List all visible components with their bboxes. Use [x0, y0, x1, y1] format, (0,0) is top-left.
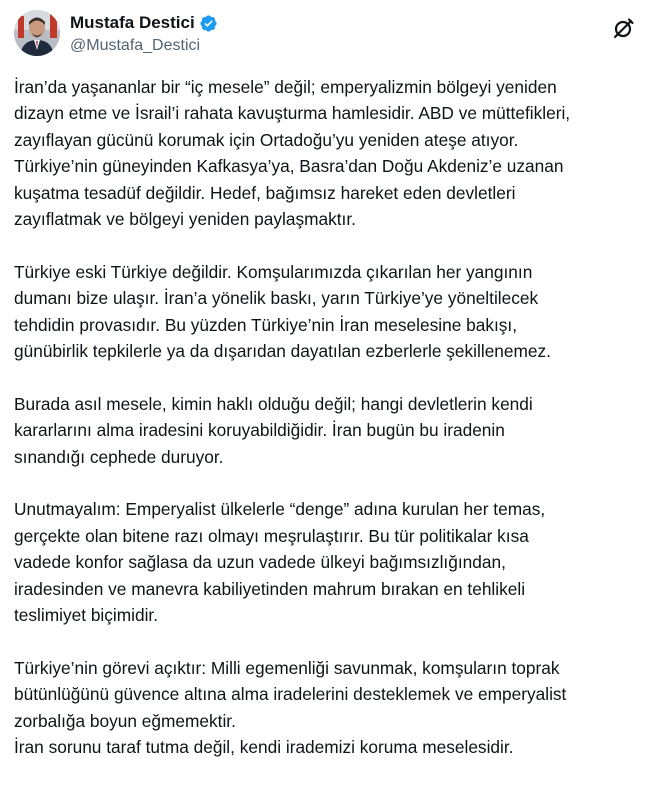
text-line: vadede konfor sağlasa da uzun vadede ülkeyi bağımsızlığından,: [14, 552, 506, 573]
text-line: dumanı bize ulaşır. İran’a yönelik baskı, yarın Türkiye’ye yöneltilecek: [14, 288, 539, 309]
text-line: kararlarını alma iradesini koruyabildiğidir. İran bugün bu iradenin: [14, 420, 505, 441]
paragraph-4: [14, 496, 664, 628]
avatar-image: [14, 10, 60, 56]
avatar[interactable]: [14, 10, 60, 56]
text-line: Türkiye’nin güneyinden Kafkasya’ya, Basra’dan Doğu Akdeniz’e uzanan: [14, 156, 564, 177]
author-names: [70, 12, 218, 57]
text-line: sınandığı cephede duruyor.: [14, 446, 224, 467]
paragraph-2: [14, 259, 664, 365]
paragraph-5: [14, 655, 664, 761]
text-line: Türkiye eski Türkiye değildir. Komşularımızda çıkarılan her yangının: [14, 261, 533, 282]
text-line: İran sorunu taraf tutma değil, kendi irademizi koruma meselesidir.: [14, 737, 514, 758]
text-line: teslimiyet biçimidir.: [14, 605, 159, 626]
paragraph-gap: [14, 470, 664, 496]
tweet-header: [14, 10, 656, 60]
author-handle[interactable]: @Mustafa_Destici: [70, 37, 201, 54]
text-line: Unutmayalım: Emperyalist ülkelerle “denge” adına kurulan her temas,: [14, 499, 546, 520]
display-name[interactable]: Mustafa Destici: [70, 13, 195, 32]
text-line: gerçekte olan bitene razı olmayı meşrulaştırır. Bu tür politikalar kısa: [14, 525, 529, 546]
text-line: iradesinden ve manevra kabiliyetinden mahrum bırakan en tehlikeli: [14, 578, 526, 599]
text-line: zayıflayan gücünü korumak için Ortadoğu’yu yeniden ateşe atıyor.: [14, 129, 519, 150]
text-line: Burada asıl mesele, kimin haklı olduğu değil; hangi devletlerin kendi: [14, 393, 533, 414]
text-line: tehdidin provasıdır. Bu yüzden Türkiye’nin İran meselesine bakışı,: [14, 314, 518, 335]
verified-badge-icon[interactable]: [199, 14, 218, 33]
text-line: kuşatma tesadüf değildir. Hedef, bağımsız hareket eden devletleri: [14, 182, 516, 203]
text-line: zayıflatmak ve bölgeyi yeniden paylaşmaktır.: [14, 209, 356, 230]
grok-icon[interactable]: [610, 16, 636, 42]
text-line: günübirlik tepkilerle ya da dışarıdan dayatılan ezberlerle şekillenemez.: [14, 341, 551, 362]
text-line: Türkiye’nin görevi açıktır: Milli egemenliği savunmak, komşuların toprak: [14, 657, 560, 678]
text-line: bütünlüğünü güvence altına alma iradelerini desteklemek ve emperyalist: [14, 684, 567, 705]
paragraph-3: [14, 391, 664, 470]
paragraph-1: [14, 74, 664, 232]
display-name-row: [70, 12, 218, 34]
paragraph-gap: [14, 232, 664, 258]
paragraph-gap: [14, 628, 664, 654]
tweet-text: [14, 74, 664, 761]
paragraph-gap: [14, 364, 664, 390]
text-line: İran’da yaşananlar bir “iç mesele” değil; emperyalizmin bölgeyi yeniden: [14, 77, 557, 97]
text-line: dizayn etme ve İsrail’i rahata kavuşturma hamlesidir. ABD ve müttefikleri,: [14, 103, 571, 124]
text-line: zorbalığa boyun eğmemektir.: [14, 710, 236, 731]
